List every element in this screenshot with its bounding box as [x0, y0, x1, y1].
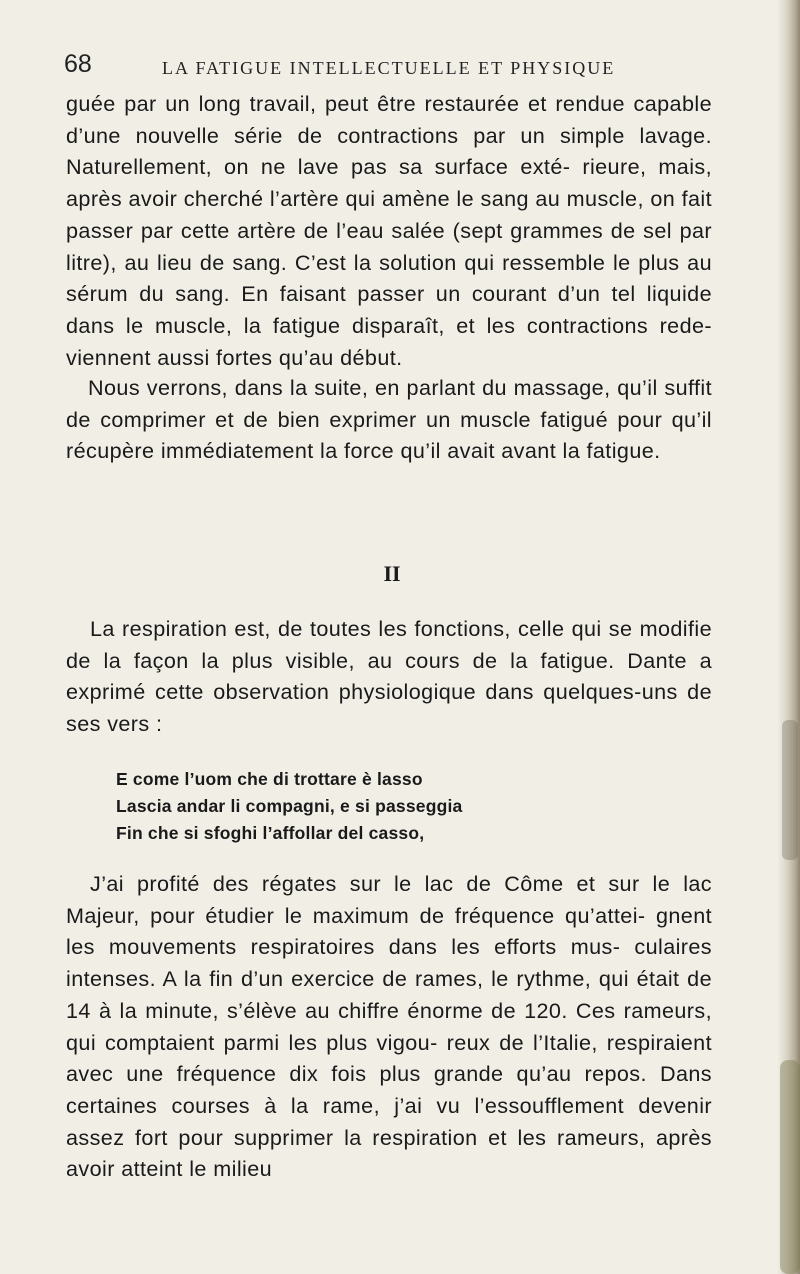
- page-header: [64, 50, 724, 84]
- verse-line: Fin che si sfoghi l’affollar del casso,: [116, 823, 425, 843]
- running-head: LA FATIGUE INTELLECTUELLE ET PHYSIQUE: [162, 58, 616, 78]
- edge-stain: [782, 720, 798, 860]
- verse-line: E come l’uom che di trottare è lasso: [116, 769, 423, 789]
- section-number: II: [383, 561, 401, 586]
- page-edge-shadow: [778, 0, 800, 1274]
- paragraph-3: La respiration est, de toutes les fonctions, celle qui se modifie de la façon la plus visible, au cours de la fatigue. Dante a exprimé cette observation physiologique dans quelques-uns de ses vers :: [66, 616, 712, 737]
- paragraph-1: guée par un long travail, peut être restaurée et rendue capable d’une nouvelle série de contractions par un simple lavage. Naturellement, on ne lave pas sa surface exté- rieure, mais, après avoir cherché l’artère qui amène le sang au muscle, on fait passer par cette artère de l’eau salée (sept grammes de sel par litre), au lieu de sang. C’est la solution qui ressemble le plus au sérum du sang. En faisant passer un courant d’un tel liquide dans le muscle, la fatigue disparaît, et les contractions rede- viennent aussi fortes qu’au début.: [66, 91, 712, 370]
- verse-line: Lascia andar li compagni, e si passeggia: [116, 796, 463, 816]
- paragraph-4: J’ai profité des régates sur le lac de Côme et sur le lac Majeur, pour étudier le maximum de fréquence qu’attei- gnent les mouvements respiratoires dans les efforts mus- culaires intenses. A la fin d’un exercice de rames, le rythme, qui était de 14 à la minute, s’élève au chiffre énorme de 120. Ces rameurs, qui comptaient parmi les plus vigou- reux de l’Italie, respiraient avec une fréquence dix fois plus grande qu’au repos. Dans certaines courses à la rame, j’ai vu l’essoufflement devenir assez fort pour supprimer la respiration et les rameurs, après avoir atteint le milieu: [66, 871, 712, 1182]
- page-number: 68: [64, 50, 92, 78]
- verse-quote: [116, 766, 462, 847]
- paragraph-2: Nous verrons, dans la suite, en parlant du massage, qu’il suffit de comprimer et de bien exprimer un muscle fatigué pour qu’il récupère immédiatement la force qu’il avait avant la fatigue.: [66, 375, 712, 464]
- edge-stain: [780, 1060, 800, 1274]
